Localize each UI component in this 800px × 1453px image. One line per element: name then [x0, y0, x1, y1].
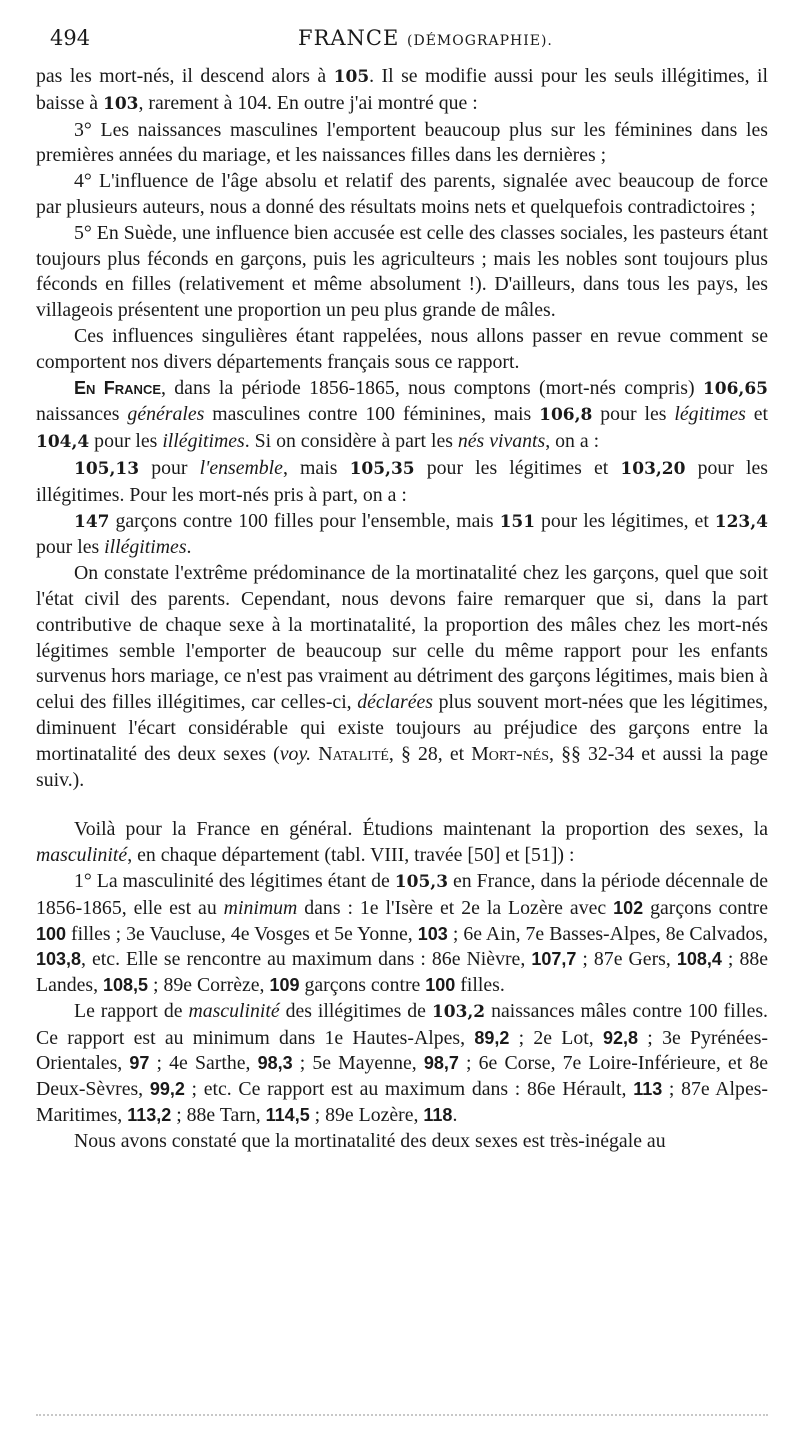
paragraph-illegitimes: Le rapport de masculinité des illégitimes de 103,2 naissances mâles contre 100 filles. Ce rapport est au minimum dans 1e Hautes-Alpes, 89,2 ; 2e Lot, 92,8 ; 3e Pyrénées-Orientales, 97 ; 4e Sarthe, 98,3 ; 5e Mayenne, 98,7 ; 6e Corse, 7e Loire-Inférieure, et 8e Deux-Sèvres, 99,2 ; etc. Ce rapport est au maximum dans : 86e Hérault, 113 ; 87e Alpes-Maritimes, 113,2 ; 88e Tarn, 114,5 ; 89e Lozère, 118. [36, 999, 769, 1127]
paragraph-continuation: pas les mort-nés, il descend alors à 105. Il se modifie aussi pour les seuls illégitimes, il baisse à 103, rarement à 104. En outre j'ai montré que : [36, 65, 768, 114]
running-title-sub: (DÉMOGRAPHIE). [407, 33, 553, 49]
paragraph-predominance: On constate l'extrême prédominance de la mortinatalité chez les garçons, quel que soit l'état civil des parents. Cependant, nous devons faire remarquer que si, dans la part contributive de chaque sexe à la mortinatalité, la proportion des mâles chez les mort-nés légitimes semble l'emporter de beaucoup sur celle du même rapport pour les enfants survenus hors mariage, ce n'est pas vraiment au détriment des garçons légitimes, mais bien à celui des filles illégitimes, car celles-ci, déclarées plus souvent mort-nées que les légitimes, diminuent l'écart considérable qui existe toujours au préjudice des garçons entre la mortinatalité des deux sexes (voy. Natalité, § 28, et Mort-nés, §§ 32-34 et aussi la page suiv.). [36, 562, 769, 791]
running-header [50, 20, 770, 54]
paragraph-masculinite: Voilà pour la France en général. Étudions maintenant la proportion des sexes, la masculinité, en chaque département (tabl. VIII, travée [50] et [51]) : [36, 818, 768, 867]
page-number: 494 [50, 26, 91, 50]
paragraph-en-france: En France, dans la période 1856-1865, nous comptons (mort-nés compris) 106,65 naissances générales masculines contre 100 féminines, mais 106,8 pour les légitimes et 104,4 pour les illégitimes. Si on considère à part les nés vivants, on a : [36, 376, 768, 453]
paragraph-nes-vivants: 105,13 pour l'ensemble, mais 105,35 pour les légitimes et 103,20 pour les illégitimes. Pour les mort-nés pris à part, on a : [36, 456, 768, 506]
paragraph-point-4: 4° L'influence de l'âge absolu et relatif des parents, signalée avec beaucoup de force par plusieurs auteurs, nous a donné des résultats moins nets et quelquefois contradictoires ; [36, 170, 768, 218]
paragraph-final: Nous avons constaté que la mortinatalité des deux sexes est très-inégale au [74, 1129, 666, 1152]
paragraph-point-3: 3° Les naissances masculines l'emportent beaucoup plus sur les féminines dans les premières années du mariage, et les naissances filles dans les dernières ; [36, 118, 768, 167]
scan-noise-divider [36, 1414, 768, 1418]
running-title [298, 26, 553, 50]
paragraph-point-5: 5° En Suède, une influence bien accusée est celle des classes sociales, les pasteurs étant toujours plus féconds en garçons, puis les agriculteurs ; mais les nobles sont toujours plus féconds en filles (relativement et même absolument !). D'ailleurs, dans tous les pays, les villageois présentent une proportion un peu plus grande de mâles. [36, 221, 768, 322]
paragraph-mort-nes: 147 garçons contre 100 filles pour l'ensemble, mais 151 pour les légitimes, et 123,4 pour les illégitimes. [36, 509, 768, 559]
body-text [36, 64, 768, 1155]
paragraph-legitimes: 1° La masculinité des légitimes étant de 105,3 en France, dans la période décennale de 1856-1865, elle est au minimum dans : 1e l'Isère et 2e la Lozère avec 102 garçons contre 100 filles ; 3e Vaucluse, 4e Vosges et 5e Yonne, 103 ; 6e Ain, 7e Basses-Alpes, 8e Calvados, 103,8, etc. Elle se rencontre au maximum dans : 86e Nièvre, 107,7 ; 87e Gers, 108,4 ; 88e Landes, 108,5 ; 89e Corrèze, 109 garçons contre 100 filles. [36, 869, 769, 997]
running-title-main: FRANCE [298, 26, 400, 50]
paragraph-review: Ces influences singulières étant rappelées, nous allons passer en revue comment se comportent nos divers départements français sous ce rapport. [36, 324, 768, 373]
